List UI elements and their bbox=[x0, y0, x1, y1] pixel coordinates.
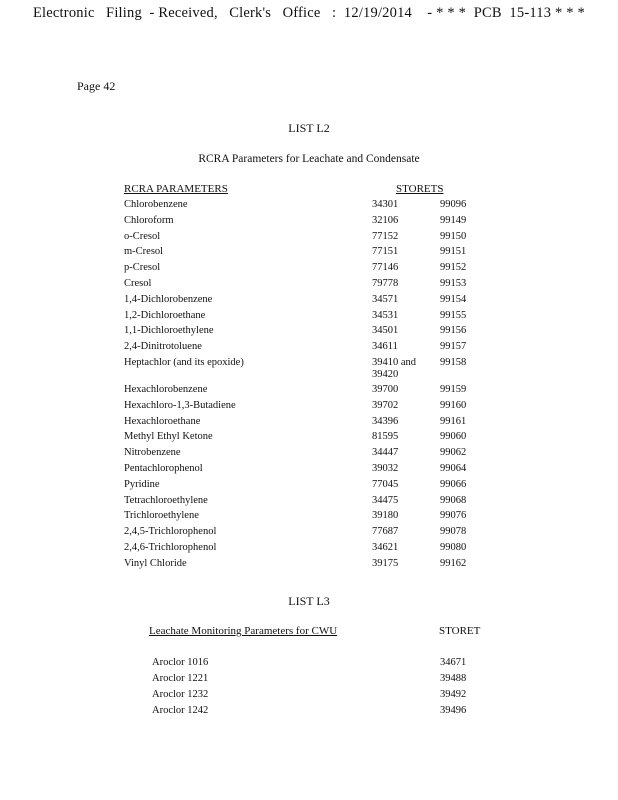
rcra-parameter: 1,4-Dichlorobenzene bbox=[124, 293, 213, 305]
storet-code-1-continued: 39420 bbox=[372, 369, 399, 380]
storet-code-2: 99080 bbox=[440, 542, 467, 553]
cwu-parameter: Aroclor 1221 bbox=[152, 673, 209, 684]
rcra-parameter: 1,2-Dichloroethane bbox=[124, 309, 206, 321]
storet-code-2: 99157 bbox=[440, 341, 467, 353]
list-l2-subtitle: RCRA Parameters for Leachate and Condensate bbox=[198, 153, 420, 165]
storet-code-1: 77687 bbox=[372, 526, 399, 538]
rcra-parameter: Cresol bbox=[124, 278, 152, 289]
cwu-parameter: Aroclor 1242 bbox=[152, 705, 209, 716]
rcra-parameter: m-Cresol bbox=[124, 246, 164, 258]
storet-code-2: 99076 bbox=[440, 510, 467, 522]
rcra-parameter: Chloroform bbox=[124, 214, 174, 226]
storet-code-2: 99064 bbox=[440, 463, 467, 474]
storet-code-1: 32106 bbox=[372, 214, 399, 226]
rcra-parameter: Pentachlorophenol bbox=[124, 463, 203, 474]
storet-code-1: 39410 and bbox=[372, 357, 417, 368]
storet-code: 39488 bbox=[440, 673, 467, 684]
storet-code-2: 99161 bbox=[440, 415, 467, 427]
storet-code: 39492 bbox=[440, 689, 467, 700]
storet-code-2: 99156 bbox=[440, 325, 467, 337]
rcra-parameter: 2,4-Dinitrotoluene bbox=[124, 341, 202, 353]
storet-code-1: 39032 bbox=[372, 463, 399, 474]
rcra-parameter: Heptachlor (and its epoxide) bbox=[124, 357, 244, 368]
cwu-parameter: Aroclor 1016 bbox=[152, 657, 209, 668]
rcra-parameter: Hexachlorobenzene bbox=[124, 384, 208, 395]
rcra-parameter: Hexachloroethane bbox=[124, 415, 201, 427]
storet-code-1: 34501 bbox=[372, 325, 399, 337]
storet-code-2: 99159 bbox=[440, 384, 467, 395]
storet-code-1: 34475 bbox=[372, 494, 399, 506]
storet-code-1: 79778 bbox=[372, 278, 399, 289]
list-l2-title: LIST L2 bbox=[288, 121, 330, 135]
rcra-parameter: 2,4,5-Trichlorophenol bbox=[124, 526, 217, 538]
storet-code-1: 39700 bbox=[372, 384, 399, 395]
storet-code-2: 99152 bbox=[440, 262, 467, 274]
storet-code-2: 99158 bbox=[440, 357, 467, 368]
storet-code-1: 34396 bbox=[372, 415, 399, 427]
rcra-parameter: 2,4,6-Trichlorophenol bbox=[124, 542, 217, 553]
list-l3-param-header: Leachate Monitoring Parameters for CWU bbox=[149, 625, 338, 637]
storet-code-1: 39175 bbox=[372, 557, 399, 569]
rcra-parameter: Trichloroethylene bbox=[124, 510, 199, 522]
storet-code-1: 77045 bbox=[372, 478, 399, 490]
storet-code-1: 39180 bbox=[372, 510, 399, 522]
rcra-parameter: Methyl Ethyl Ketone bbox=[124, 431, 213, 443]
list-l2-param-header: RCRA PARAMETERS bbox=[124, 183, 228, 195]
rcra-parameter: Chlorobenzene bbox=[124, 199, 188, 210]
storet-code-1: 81595 bbox=[372, 431, 399, 443]
storet-code-2: 99162 bbox=[440, 557, 467, 569]
storet-code-1: 77152 bbox=[372, 230, 399, 242]
storet-code-2: 99154 bbox=[440, 293, 467, 305]
rcra-parameter: Nitrobenzene bbox=[124, 447, 181, 459]
storet-code-2: 99150 bbox=[440, 230, 467, 242]
storet-code-2: 99160 bbox=[440, 399, 467, 411]
rcra-parameter: o-Cresol bbox=[124, 230, 161, 242]
storet-code-2: 99060 bbox=[440, 431, 467, 443]
storet-code-1: 77146 bbox=[372, 262, 399, 274]
filing-header: Electronic Filing - Received, Clerk's Office : 12/19/2014 - * * * PCB 15-113 * * * bbox=[33, 5, 585, 21]
cwu-parameter: Aroclor 1232 bbox=[152, 689, 209, 700]
rcra-parameter: p-Cresol bbox=[124, 262, 161, 274]
storet-code-1: 34611 bbox=[372, 341, 398, 353]
storet-code-1: 34621 bbox=[372, 542, 399, 553]
list-l2-storets-header: STORETS bbox=[396, 183, 444, 195]
storet-code-2: 99155 bbox=[440, 309, 467, 321]
page-number: Page 42 bbox=[77, 79, 116, 93]
storet-code-2: 99153 bbox=[440, 278, 467, 289]
rcra-parameter: Vinyl Chloride bbox=[124, 557, 187, 569]
storet-code-2: 99068 bbox=[440, 494, 467, 506]
storet-code-1: 34531 bbox=[372, 309, 399, 321]
rcra-parameter: Tetrachloroethylene bbox=[124, 494, 208, 506]
list-l3-storet-header: STORET bbox=[439, 625, 481, 637]
storet-code-2: 99151 bbox=[440, 246, 467, 258]
storet-code-1: 77151 bbox=[372, 246, 399, 258]
storet-code: 34671 bbox=[440, 657, 467, 668]
rcra-parameter: Pyridine bbox=[124, 478, 160, 490]
storet-code-2: 99149 bbox=[440, 214, 467, 226]
storet-code-1: 34571 bbox=[372, 293, 399, 305]
storet-code-1: 34447 bbox=[372, 447, 399, 459]
list-l3-title: LIST L3 bbox=[288, 594, 330, 608]
storet-code-2: 99078 bbox=[440, 526, 467, 538]
storet-code-1: 34301 bbox=[372, 199, 399, 210]
rcra-parameter: Hexachloro-1,3-Butadiene bbox=[124, 399, 236, 411]
storet-code-2: 99096 bbox=[440, 199, 467, 210]
storet-code-1: 39702 bbox=[372, 399, 399, 411]
storet-code: 39496 bbox=[440, 705, 467, 716]
storet-code-2: 99066 bbox=[440, 478, 467, 490]
rcra-parameter: 1,1-Dichloroethylene bbox=[124, 325, 214, 337]
storet-code-2: 99062 bbox=[440, 447, 467, 459]
